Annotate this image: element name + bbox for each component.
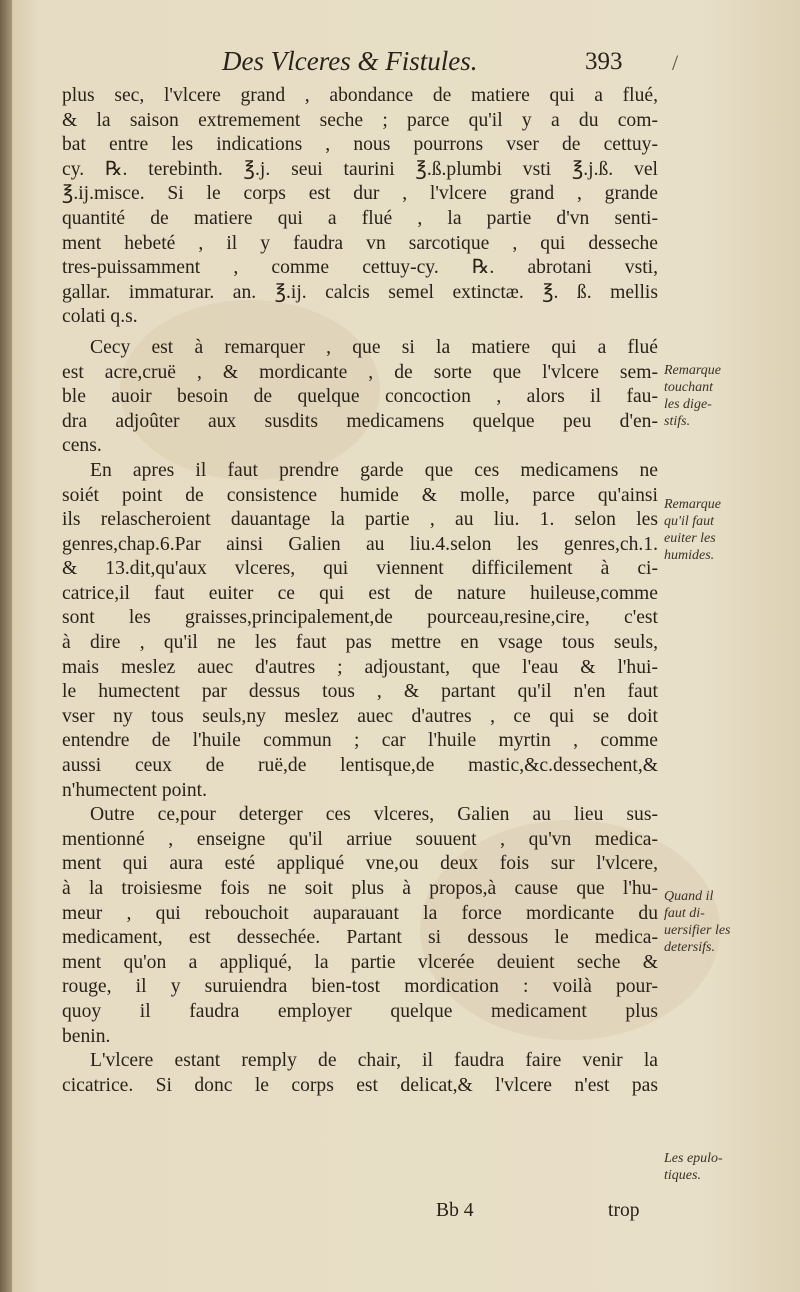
- text-line: cens.: [62, 435, 102, 457]
- text-line: sont les graisses,principalement,de pourceau,resine,cire, c'est: [62, 607, 658, 629]
- text-line: cicatrice. Si donc le corps est delicat,& l'vlcere n'est pas: [62, 1074, 658, 1096]
- text-line: vser ny tous seuls,ny meslez auec d'autres , ce qui se doit: [62, 705, 658, 727]
- marginal-note: [664, 496, 764, 564]
- text-line: le humectent par dessus tous , & partant qu'il n'en faut: [62, 681, 658, 703]
- text-line: à dire , qu'il ne les faut pas mettre en vsage tous seuls,: [62, 632, 658, 654]
- marginal-note-line: les dige-: [664, 397, 712, 412]
- catchword: trop: [608, 1200, 640, 1221]
- text-line: plus sec, l'vlcere grand , abondance de matiere qui a flué,: [62, 85, 658, 106]
- text-line: meur , qui rebouchoit auparauant la force mordicante du: [62, 902, 658, 924]
- text-line: colati q.s.: [62, 306, 138, 328]
- page-number: 393: [585, 48, 623, 75]
- signature-mark: Bb 4: [436, 1200, 474, 1221]
- text-line: Outre ce,pour deterger ces vlceres, Galien au lieu sus-: [90, 804, 658, 826]
- marginal-note-line: Quand il: [664, 889, 714, 904]
- marginal-note-line: Les epulo-: [664, 1151, 723, 1166]
- body-text: [62, 84, 658, 1098]
- text-line: ment qui aura esté appliqué vne,ou deux fois sur l'vlcere,: [62, 853, 658, 875]
- running-head: [0, 44, 800, 84]
- text-line: soiét point de consistence humide & molle, parce qu'ainsi: [62, 484, 658, 506]
- text-line: tres-puissamment , comme cettuy-cy. ℞. abrotani vsti,: [62, 257, 658, 279]
- running-title: Des Vlceres & Fistules.: [222, 46, 478, 76]
- marginal-note: [664, 362, 764, 430]
- text-line: quantité de matiere qui a flué , la partie d'vn senti-: [62, 207, 658, 229]
- ink-mark: /: [672, 50, 679, 75]
- marginal-note-line: faut di-: [664, 906, 705, 921]
- marginal-note-line: humides.: [664, 548, 715, 563]
- marginal-note-line: euiter les: [664, 531, 716, 546]
- marginal-note-line: tiques.: [664, 1168, 701, 1183]
- text-line: genres,chap.6.Par ainsi Galien au liu.4.selon les genres,ch.1.: [62, 533, 658, 555]
- text-line: ℥.ij.misce. Si le corps est dur , l'vlcere grand , grande: [62, 183, 658, 205]
- text-line: ils relascheroient dauantage la partie , au liu. 1. selon les: [62, 509, 658, 531]
- text-line: dra adjoûter aux susdits medicamens quelque peu d'en-: [62, 410, 658, 432]
- text-line: ment qu'on a appliqué, la partie vlcerée deuient seche &: [62, 951, 658, 973]
- marginal-note-line: qu'il faut: [664, 514, 715, 529]
- text-line: mentionné , enseigne qu'il arriue souuent , qu'vn medica-: [62, 828, 658, 850]
- text-line: quoy il faudra employer quelque medicament plus: [62, 1000, 658, 1022]
- text-line: medicament, est dessechée. Partant si dessous le medica-: [62, 927, 658, 949]
- binding-gutter: [0, 0, 12, 1292]
- text-line: à la troisiesme fois ne soit plus à propos,à cause que l'hu-: [62, 878, 658, 899]
- marginal-note-line: Remarque: [664, 363, 722, 378]
- text-line: rouge, il y suruiendra bien-tost mordication : voilà pour-: [62, 976, 658, 998]
- text-line: entendre de l'huile commun ; car l'huile myrtin , comme: [62, 730, 658, 752]
- text-line: catrice,il faut euiter ce qui est de nature huileuse,comme: [62, 582, 658, 604]
- text-line: gallar. immaturar. an. ℥.ij. calcis semel extinctæ. ℥. ß. mellis: [62, 281, 658, 303]
- text-line: bat entre les indications , nous pourrons vser de cettuy-: [62, 134, 658, 156]
- text-line: Cecy est à remarquer , que si la matiere qui a flué: [90, 336, 658, 358]
- marginal-note-line: stifs.: [664, 414, 691, 429]
- text-line: est acre,cruë , & mordicante , de sorte que l'vlcere sem-: [62, 361, 658, 383]
- text-line: mais meslez auec d'autres ; adjoustant, que l'eau & l'hui-: [62, 656, 658, 678]
- text-line: ble auoir besoin de quelque concoction , alors il fau-: [62, 386, 658, 408]
- text-line: L'vlcere estant remply de chair, il faudra faire venir la: [90, 1050, 658, 1072]
- text-line: ment hebeté , il y faudra vn sarcotique , qui desseche: [62, 232, 658, 254]
- marginal-note-line: touchant: [664, 380, 713, 395]
- marginal-note-line: Remarque: [664, 497, 722, 512]
- marginal-note-line: detersifs.: [664, 940, 715, 955]
- text-line: cy. ℞. terebinth. ℥.j. seui taurini ℥.ß.plumbi vsti ℥.j.ß. vel: [62, 158, 658, 180]
- text-line: & la saison extremement seche ; parce qu'il y a du com-: [62, 109, 658, 131]
- marginal-note-line: uersifier les: [664, 923, 731, 938]
- text-line: aussi ceux de ruë,de lentisque,de mastic,&c.dessechent,&: [62, 755, 658, 777]
- text-line: & 13.dit,qu'aux vlceres, qui viennent difficilement à ci-: [62, 558, 658, 580]
- text-line: En apres il faut prendre garde que ces medicamens ne: [90, 459, 658, 481]
- marginal-note: [664, 888, 764, 956]
- marginal-note: [664, 1150, 764, 1184]
- text-line: n'humectent point.: [62, 779, 208, 801]
- text-line: benin.: [62, 1025, 111, 1047]
